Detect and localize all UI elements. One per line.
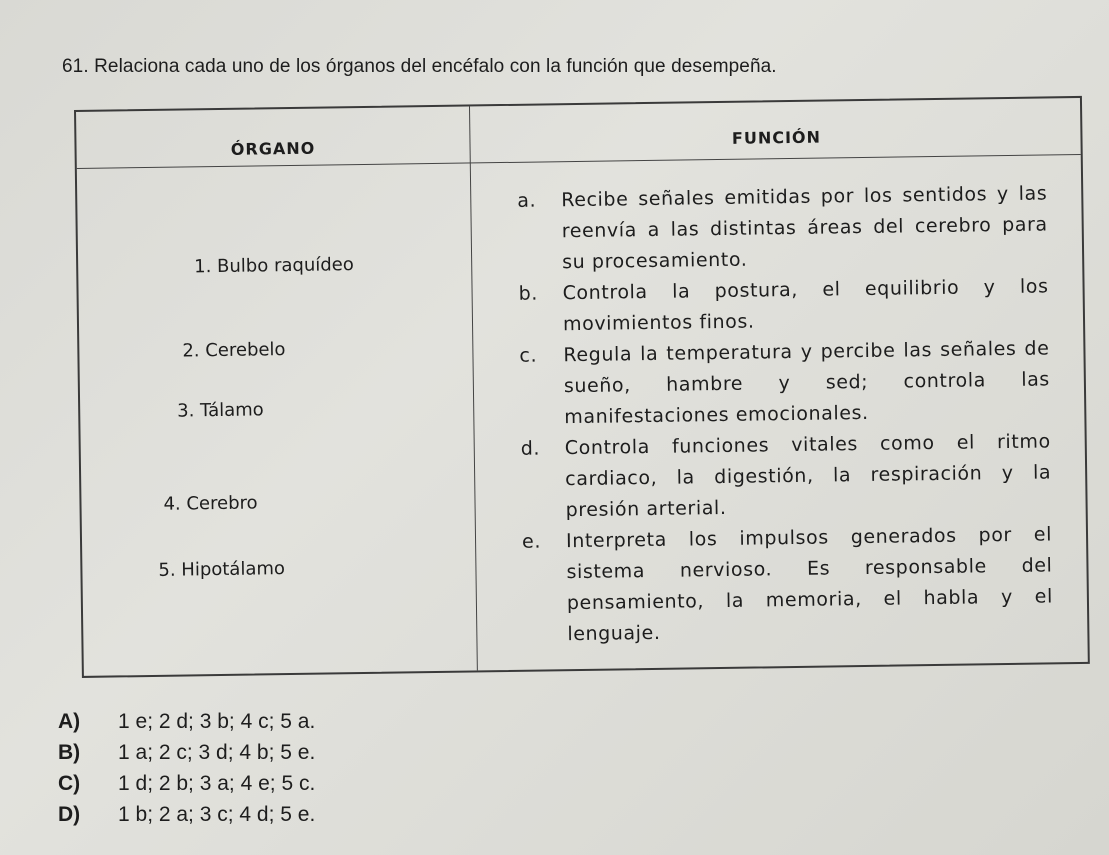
function-letter: b. — [518, 282, 539, 305]
function-list — [517, 178, 1053, 650]
option-letter: C) — [58, 772, 81, 795]
function-letter: e. — [521, 530, 542, 553]
column-divider — [469, 106, 478, 670]
function-item-b — [518, 271, 1049, 340]
matching-table — [74, 96, 1090, 678]
function-item-e — [522, 519, 1054, 650]
function-text: Regula la temperatura y percibe las señales de sueño, hambre y sed; controla las manifestaciones emocionales. — [563, 337, 1051, 429]
option-letter: B) — [58, 741, 81, 764]
answer-option-c[interactable] — [58, 768, 315, 799]
option-text: 1 b; 2 a; 3 c; 4 d; 5 e. — [118, 803, 316, 826]
answer-options — [58, 706, 315, 830]
organ-item-3: 3. Tálamo — [177, 399, 264, 422]
function-item-c — [519, 333, 1050, 433]
answer-option-b[interactable] — [58, 737, 315, 768]
function-item-a — [517, 178, 1048, 278]
function-letter: d. — [520, 437, 541, 460]
function-letter: a. — [517, 189, 537, 212]
organ-item-1: 1. Bulbo raquídeo — [194, 254, 354, 278]
answer-option-d[interactable] — [58, 799, 315, 830]
header-organo: ÓRGANO — [230, 138, 316, 159]
option-letter: D) — [58, 803, 81, 826]
question-prompt: 61. Relaciona cada uno de los órganos del encéfalo con la función que desempeña. — [62, 56, 777, 77]
function-text: Controla la postura, el equilibrio y los movimientos finos. — [562, 275, 1049, 336]
option-text: 1 e; 2 d; 3 b; 4 c; 5 a. — [118, 710, 316, 733]
option-text: 1 d; 2 b; 3 a; 4 e; 5 c. — [118, 772, 316, 795]
function-item-d — [521, 426, 1052, 526]
organ-item-4: 4. Cerebro — [163, 492, 258, 515]
function-text: Recibe señales emitidas por los sentidos y las reenvía a las distintas áreas del cerebro para su procesamiento. — [561, 182, 1048, 274]
organ-item-5: 5. Hipotálamo — [158, 558, 286, 581]
organ-item-2: 2. Cerebelo — [182, 339, 286, 362]
function-text: Interpreta los impulsos generados por el sistema nervioso. Es responsable del pensamiento, la memoria, el habla y el lenguaje. — [565, 523, 1054, 646]
function-letter: c. — [519, 344, 538, 367]
function-text: Controla funciones vitales como el ritmo cardiaco, la digestión, la respiración y la presión arterial. — [564, 430, 1052, 522]
answer-option-a[interactable] — [58, 706, 315, 737]
header-funcion: FUNCIÓN — [731, 127, 822, 148]
option-text: 1 a; 2 c; 3 d; 4 b; 5 e. — [118, 741, 316, 764]
option-letter: A) — [58, 710, 81, 733]
